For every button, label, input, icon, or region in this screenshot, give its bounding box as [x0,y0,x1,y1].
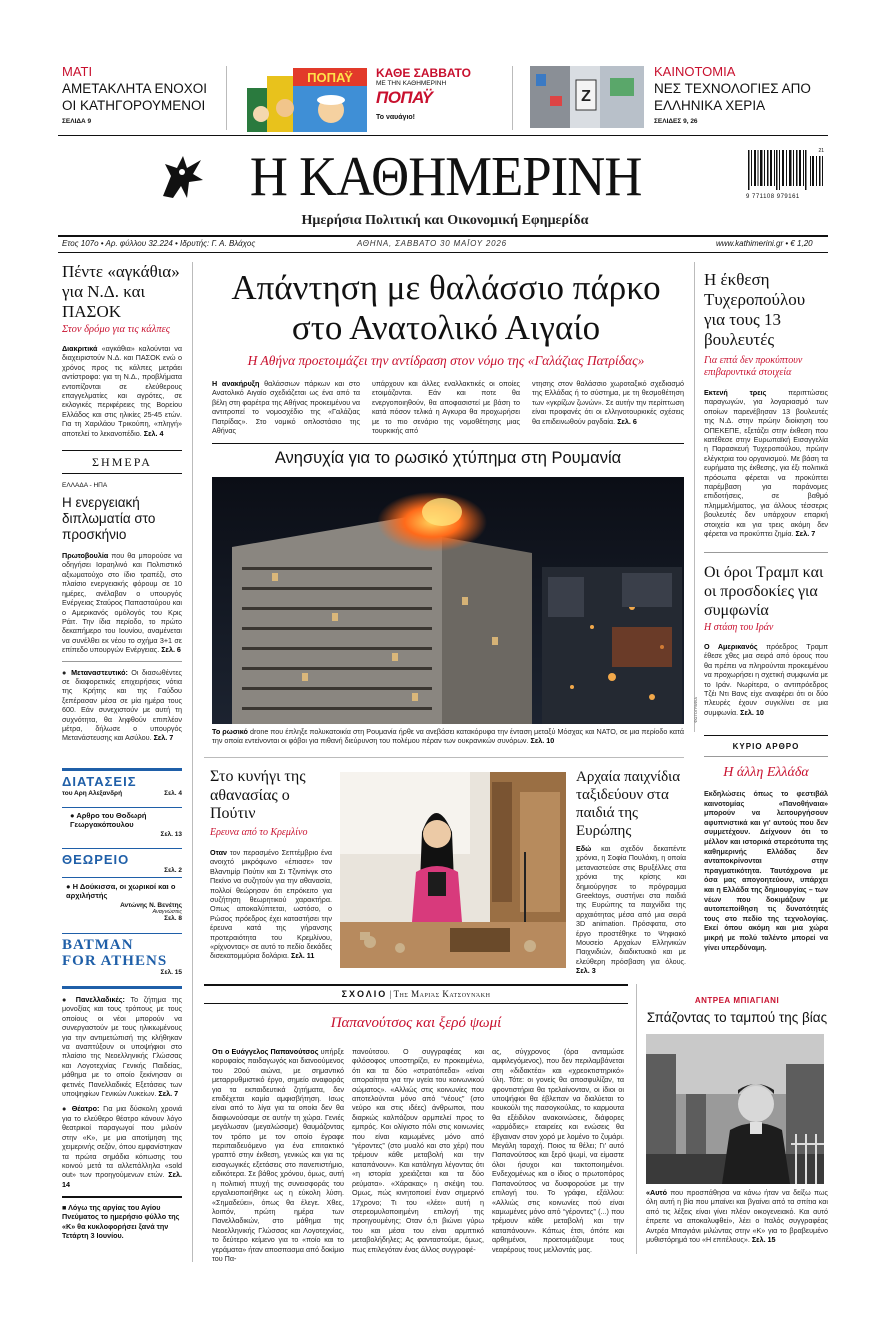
brief-item: ● Θέατρο: Για μια δύσκολη χρονιά για το ελεύθερο θέατρο κάνουν λόγο θεατρικοί παραγωγοί που μιλούν στην «Κ», με μια αποτίμηση της χειμερινής σεζόν, όπου εμφανίστηκαν τα πρώτα σημάδια κόπωσης του κοινού μετά τα αλλεπάλληλα «sold out» των προηγούμενων ετών. Σελ. 14 [62,1104,182,1189]
story-kicker: ΕΛΛΑΔΑ - ΗΠΑ [62,482,108,490]
right-story-body: Εκτενή τρεις περιπτώσεις παραγωγών, για λογαριασμό των οποίων παρενέβησαν 13 βουλευτές της Ν.Δ. στην πρώην διοίκηση του ΟΠΕΚΕΠΕ, εξετάζει στην έκθεση που κατέθεσε στην Ευρωπαϊκή Εισαγγελία η Παρασκευή Τυχεροπούλου, πρώην ελέγκτρια του οργανισμού. Με βάση τα ευρήματα της έκθεσης, για έξι πολιτικά πρόσωπα φέρεται να προκύπτει παρέμβαση για παράνομες επιδοτήσεις, σε βαθμό πλημμελήματος, για άλλους τέσσερις βουλευτές δεν υπάρχουν επαρκή στοιχεία και για τρεις ακόμη δεν φέρεται να προκύπτει ζημία. Σελ. 7 [704,388,828,539]
putin-body: Οταν τον περασμένο Σεπτέμβριο ένα ανοιχτό μικρόφωνο «έπιασε» τον Βλαντιμίρ Πούτιν και Σι Τζινπίνγκ στο Πεκίνο να συζητούν για την αθανασία, πολλοί θεώρησαν ότι επρόκειτο για συζήτηση θεωρητικού χαρακτήρα. Οπως αποκαλύπτεται, ωστόσο, ο Ρώσος πρόεδρος έχει καταστήσει την έρευνα κατά της γήρανσης προτεραιότητα του Κρεμλίνου, «ρίχνοντας» σε αυτό το πεδίο δεκάδες δισεκατομμύρια δολάρια. Σελ. 11 [210,848,332,961]
teaser-page: ΣΕΛΙΔΕΣ 9, 26 [654,118,698,125]
trump-body: Ο Αμερικανός πρόεδρος Τραμπ έθεσε χθες μια σειρά από όρους που θα πρέπει να πληρούνται προκειμένου να προχωρήσει η σχετική συμφωνία με το Ιράν. Νωρίτερα, ο αντιπρόεδρος Τζέι Ντι Βανς είχε αναφέρει ότι οι δύο πλευρές έχουν συγκλίνει σε μια συμφωνία. Σελ. 10 [704,642,829,717]
today-header: ΣΗΜΕΡΑ [62,450,182,474]
griffin-logo-icon [157,150,207,204]
masthead-subtitle: Ημερήσια Πολιτική και Οικονομική Εφημερίδα [301,213,589,228]
teaser-title: ΝΕΣ ΤΕΧΝΟΛΟΓΙΕΣ ΑΠΟ ΕΛΛΗΝΙΚΑ ΧΕΡΙΑ [654,81,811,113]
author-kicker: ΑΝΤΡΕΑ ΜΠΙΑΓΙΑΝΙ [694,996,780,1005]
editorial-body: Εκδηλώσεις όπως το φεστιβάλ καινοτομίας «Πανοθήναια» μπορούν να λειτουργήσουν αφυπνιστικά και γι' αυτούς που δεν συμμετέχουν. Δείχνουν ότι το μέλλον και ιστορικά στερεότυπα της καθημερινής Ελλάδας δεν ανταποκρίνονται στην πραγματικότητα. Ταυτόχρονα με όσα μας απογοητεύουν, υπάρχει και η Ελλάδα της δημιουργίας – των νέων που δοκιμάζουν με αυτοπεποίθηση τις δυνατότητές τους στο πεδίο της τεχνολογίας. Εκεί όπου ακόμη και μια χώρα μικρή με πολύ ταλέντο μπορεί να γίνει υπερδύναμη. [704,789,828,952]
author-story-title[interactable]: Σπάζοντας το ταμπού της βίας [646,1010,828,1025]
editorial-label: ΚΥΡΙΟ ΑΡΘΡΟ [704,742,828,757]
comic-title: ΠΟΠΑΫ [307,70,353,85]
briefs [62,995,182,1205]
putin-subtitle: Ερευνα από το Κρεμλίνο [210,827,308,838]
teaser-kicker: ΚΑΘΕ ΣΑΒΒΑΤΟ [376,66,471,80]
comment-col2: πανούτσου. Ο συγγραφέας και φιλόσοφος υποστηρίζει, εν προκειμένω, ότι και τα δύο «στρατόπεδα» «είναι αποραίτητα για την υγεία του κοινωνικού σώματος». «Αλλιώς στις κοινωνίες που αποτελούνται μόνο από “νέους” (στο νεύρο και στις ιδέες) άνθρωποι, που διαρκώς καλπάζουν αρμπελεί προς το εμπρός. Κοι ολίγιστο πόλι στις κοινωνίες που είναι καμωμένες μόνο από “γέροντες” (στο μυαλό και στο χέρι) που τρέμουν κάθε μεταβολή και την καταπάνουν». Και κατάληγει λέγοντας ότι «η ιστορία χρειάζεται και τα δύο ρεύματα». «Χάρακας» η σκέψη του. Ομως, πώς κινητοποιεί έναν σημερινό 17χρονο; Τι του «λέει» αυτή η στερεομυλοποιημένη επιλογή της προηγουμένης; Οταν ό,τι βιώνει γύρω του και μέσα του είναι αρμπτικό μεταβολήδηλες; Ας φανταστούμε, όμως, πως επιλεγόταν ένας άλλος συγγραφέ- [352,1047,484,1254]
barcode-number: 9 771108 979161 [746,194,800,200]
story-body: Διακριτικά «αγκάθια» καλούνται να διαχειριστούν Ν.Δ. και ΠΑΣΟΚ ενώ ο χρόνος προς τις κάλπες μετράει αντίστροφα: για τη Ν.Δ., προβλήματα εντοπίζονται σε ελεύθερους επαγγελματίες και αγρότες, σε εκλογικές περιφέρειες της Βορείου Ελλάδος και στις ηλικίες 25-45 ετών. Για τη Χαριλάου Τρικούπη, «πληγή» αποτελεί το λεκανοπέδιο. Σελ. 4 [62,344,182,438]
masthead-title: Η ΚΑΘΗΜΕΡΙΝΗ [249,146,642,208]
index-item[interactable]: ● Η Δούκισσα, οι χωρικοί και ο αρχιλήστής Αντώνης Ν. Βενέτης Αναγνώστες Σελ. 8 [66,882,182,922]
brief-item: ● Πανελλαδικές: Το ζήτημα της μονοξίας και τους τρόπους με τους οποίους οι νέοι μπορούν να συνεργαστούν με τους ηλικιωμένους για την αντιμετώπισή της κλήθηκαν να αναπτύξουν οι υποψήφιοι στο πλαίσιο της Νεοελληνικής Γλώσσας και Λογοτεχνίας Γενικής Παιδείας, μάθημα με το οποίο ξεκίνησαν οι φετινές Πανελλαδικές Εξετάσεις των υποψηφίων Γενικών Λυκείων. Σελ. 7 [62,995,182,1099]
editorial-box[interactable] [704,735,828,975]
teaser-center[interactable] [376,66,486,121]
main-body-col1: Η ανακήρυξη θαλάσσιων πάρκων και στο Ανατολικό Αιγαίο σχεδιάζεται ως ένα από τα βέλη στη φαρέτρα της Αθήνας προκειμένου να αντιτροπεί το νομοσχέδιο της «Γαλάζιας Πατρίδας». Στο νομικό οπλοστάσιο της Αθήνας [212,379,360,436]
teaser-sub: ΜΕ ΤΗΝ ΚΑΘΗΜΕΡΙΝΗ [376,80,447,87]
comment-col1: Οτι ο Ευάγγελος Παπανούτσος υπήρξε κορυφαίος παιδαγωγός και διανοούμενος του 20ού αιώνα, με σημαντικό μεταρρυθμιστικό έργο, σημείο αναφοράς για τα εκπαιδευτικά ζητήματα, δεν επιδέχεται καμία αμφισβήτηση. Ισως είναι από το λίγα για τα οποία δεν θα διαφωνούσαμε σε αυτήν τη χώρα. Γενιές μεγάλωσαν (μεγαλώσαμε) θαυμάζοντας τον τρόπο με τον οποίο έγραφε περιπαιδευόμενο για ένα επιτακτικό γραπτό στην έκθεση, γενικώς και για τις εισαγωγικές εξετάσεις στο πανεπιστήμιο, ειδικότερα. Σε βάθος χρόνου, όμως, αυτή η πολιτική πτυχή της συνεισφοράς του εργαλειοποιήθηκε ως η εύκολη λύση. «Σημαδεύει», όπως θα έλεγε. Χθες, λοιπόν, πρώτη ημέρα των Πανελλαδικών, στο μάθημα της Νεοελληνικής Γλώσσας και Λογοτεχνίας, το δεύτερο κείμενο για το «ποίο και το γεράματα» ήταν αποσπασμα από δοκίμιο του Πα- [212,1047,344,1263]
teaser-page: ΣΕΛΙΔΑ 9 [62,118,92,125]
brief-item: ● Μεταναστευτικό: Οι διασωθέντες σε διαφορετικές επιχειρήσεις νότια της Κρήτης και της Γαύδου ξεπέρασαν μέσα σε μία ημέρα τους 600. Εάν συνεχιστούν με αυτή τη συχνότητα, θα ληφθούν επιπλέον μέτρα, δήλωσε ο υπουργός Μετανάστευσης και Ασύλου. Σελ. 7 [62,667,182,743]
story-subtitle: Στον δρόμο για τις κάλπες [62,324,170,335]
popeye-logo: ΠΟΠΑΫ [376,88,433,107]
teaser-tag: Το ναυάγιο! [376,114,415,121]
story-title[interactable]: Η ενεργειακή διπλωματία στο προσκήνιο [62,495,156,543]
photo-story-title[interactable]: Ανησυχία για το ρωσικό χτύπημα στη Ρουμανία [274,449,622,467]
toys-body: Εδώ και σχεδόν δεκαπέντε χρόνια, η Σοφία Πουλάκη, η οποία μεταναστεύσε στις Βρυξέλλες στα χρόνια της κρίσης και δημιούργησε το πρόγραμμα Greektoys, συστήνει στα παιδιά της Ευρώπης τα παιχνίδια της αρχαιότητας μέσα από μια σειρά 3D animation. Πρόσφατα, στο έργο προστέθηκε το Ψηφιακό Μουσείο Αρχαίων Ελληνικών Παιχνιδιών, διαδικτυακό και με ελεύθερη πρόσβαση για όλους. Σελ. 3 [576,844,686,976]
holiday-notice: ■ Λόγω της αργίας του Αγίου Πνεύματος το ημερήσιο φύλλο της «Κ» θα κυκλοφορήσει ξανά την Τετάρτη 3 Ιουνίου. [62,1203,180,1241]
barcode [746,150,826,204]
main-body-col3: ντησης στον θαλάσσιο χωροταξικό σχεδιασμό της Ελλάδας ή το σύστημα, με τη θεσμοθέτηση των «γκρίζων ζωνών». Σε αυτήν την περίπτωση είναι προφανές ότι οι ελληνοτουρκικές σχέσεις θα επιδεινωθούν ραγδαία. Σελ. 6 [532,379,684,426]
ancient-toys-photo [340,772,566,968]
main-deck: Η Αθήνα προετοιμάζει την αντίδραση στον νόμο της «Γαλάζιας Πατρίδας» [247,353,645,368]
teaser-kicker: ΜΑΤΙ [62,64,93,79]
column-title: ΘΕΩΡΕΙΟ [62,852,130,867]
teaser-right[interactable] [654,64,829,125]
author-story-body: «Αυτό που προσπάθησα να κάνω ήταν να δείξω πως όλη αυτή η βία που μπαίνει και βγαίνει από τα σπίτια και από τις λέξεις είναι γίνει πλέον οικογενειακό. Και αυτό έπρεπε να αποκαλυφθεί», λέει ο Ιταλός συγγραφέας Αντρέα Μπαγιάνι μιλώντας στην «Κ» για το βραβευμένο μυθιστόρημά του «Η επιτέλους». Σελ. 15 [646,1188,828,1245]
index-item[interactable]: ● Αρθρο του Θοδωρή Γεωργακόπουλου Σελ. 13 [70,811,182,838]
teaser-left[interactable] [62,64,222,125]
comment-header: ΣΧΟΛΙΟ | Της Μαριάς Κατσουνάκη [341,989,491,999]
dateline-right: www.kathimerini.gr • € 1,20 [716,239,813,248]
trump-title[interactable]: Οι όροι Τραμπ και οι προσδοκίες για συμφωνία [704,564,824,619]
comment-title[interactable]: Παπανούτσος και ξερό ψωμί [330,1015,502,1031]
batman-promo[interactable]: BATMAN FOR ATHENS Σελ. 15 [62,937,182,976]
dateline-left: Ετος 107ο • Αρ. φύλλου 32.224 • Ιδρυτής: Γ. Α. Βλάχος [62,239,256,248]
comment-col3: ας, σύγχρονος (όρα ανταμώσε αμφιλεγόμενος), που δεν περιλαμβάνεται στη «διδακτέα» και «χρεοκτιστηρικό» ύλη. Τότε: οι γονείς θα αποσφυλίζαν, τα φροντιστήρια θα τρελαίνονταν, οι ίδιοι οι υποψήφιοι θα έβλεπαν να διαλύεται το κουκούλι της πασογκούλας, το καρμουτα θα εξέιδιλον ανακοινώσεις, διάφορες «αρμόδιες» εταιρείες και ενώσεις θα έβγαιναν στον χορό με λομένο το ζυμάρι. Μεγάλη ταραχή. Ποιος τα θέλει; Γι' αυτό Παπανούτσος και ξερό ψωμί, να είμαστε όλοι ήσυχοι και τακτοποιημένοι. Ενδεχομένως και ο ίδιος ο πρωτοπόρος Παπανούτσος να δυσφορούσε με την επιλογή του. Το γράφει, εξάλλου: «Αλλιώς στις κοινωνίες πού είναι καμωμένες μόνο από “γέροντες” (...) που τρέμουν κάθε μεταβολή και την καταπάνουν». Κάπως έτσι, όπότε και αρθημένοι, προετοιμάζουμε τους νεαρέρους τους μελλοντάς μας. [492,1047,624,1254]
popeye-comic-image [247,66,367,132]
photo-caption: Το ρωσικό drone που έπληξε πολυκατοικία στη Ρουμανία ήρθε να ανεβάσει κατακόρυφα την ένταση μεταξύ Μόσχας και ΝΑΤΟ, σε μια περίοδο κατά την οποία εντείνονται οι φόβοι για πιθανή διεύρυνση του πολέμου πέραν των ουκρανικών συνόρων. Σελ. 10 [212,727,684,746]
story-title[interactable]: Πέντε «αγκάθια» για Ν.Δ. και ΠΑΣΟΚ [62,262,180,321]
editorial-title: Η άλλη Ελλάδα [723,765,809,780]
story-body: Πρωτοβουλία που θα μπορούσε να οδηγήσει Ισραηλινό και Πολιτιστικό αξιωματούχο στο ίδιο τραπέζι, στο πλαίσιο ενεργειακής φόρουμ σε 10 ημέρες, ανέλαβαν ο υπουργός Ενέργειας Σταύρος Παπασταύρου και ο Αμερικανός ομόλογός του Κρις Ράιτ. Την ίδια περίοδο, το πρώτο δεκαπήμερο του Ιουνίου, αναμένεται να συνέλθει εκ νέου το σχήμα 3+1 σε επίπεδο υπουργών Ενέργειας. Σελ. 6 [62,551,182,655]
main-headline[interactable]: Απάντηση με θαλάσσιο πάρκο στο Ανατολικό Αιγαίο [231,268,661,347]
main-body-col2: υπάρχουν και άλλες εναλλακτικές οι οποίες ετοιμάζονται. Εάν και ποτε θα ενεργοποιηθούν, θα αποφασιστεί με βάση το κατά πόσον τελικά η Αγκυρα θα προχωρήσει με το πιο σενάριο της νομοθέτησης μιας τουρκικής από [372,379,520,436]
putin-title[interactable]: Στο κυνήγι της αθανασίας ο Πούτιν [210,768,306,822]
tech-expo-image [530,66,644,128]
trump-subtitle: Η στάση του Ιράν [704,622,774,633]
author-photo [646,1034,824,1184]
right-story-title[interactable]: Η έκθεση Τυχεροπούλου για τους 13 βουλευτές [704,270,806,349]
column-theorio[interactable]: ΘΕΩΡΕΙΟ Σελ. 2 [62,852,182,874]
teaser-title: ΑΜΕΤΑΚΛΗΤΑ ΕΝΟΧΟΙ ΟΙ ΚΑΤΗΓΟΡΟΥΜΕΝΟΙ [62,81,208,113]
photo-credit: ΦΩΤΟΓΡΑΦΙΑ [693,697,698,723]
right-story-subtitle: Για επτά δεν προκύπτουν επιβαρυντικά στοιχεία [704,355,803,378]
teaser-kicker: ΚΑΙΝΟΤΟΜΙΑ [654,64,736,79]
svg-text:Z: Z [581,88,591,105]
column-diatasis[interactable] [62,774,182,797]
column-author: του Αρη Αλεξανδρή [62,790,123,797]
toys-title[interactable]: Αρχαία παιχνίδια ταξιδεύουν στα παιδιά της Ευρώπης [576,769,681,839]
romania-strike-photo [212,477,698,724]
barcode-issue: 21 [818,148,824,154]
dateline-date: ΑΘΗΝΑ, ΣΑΒΒΑΤΟ 30 ΜΑΪΟΥ 2026 [357,239,507,248]
column-title: ΔΙΑΤΑΣΕΙΣ [62,774,137,789]
column-page: Σελ. 4 [164,790,182,797]
